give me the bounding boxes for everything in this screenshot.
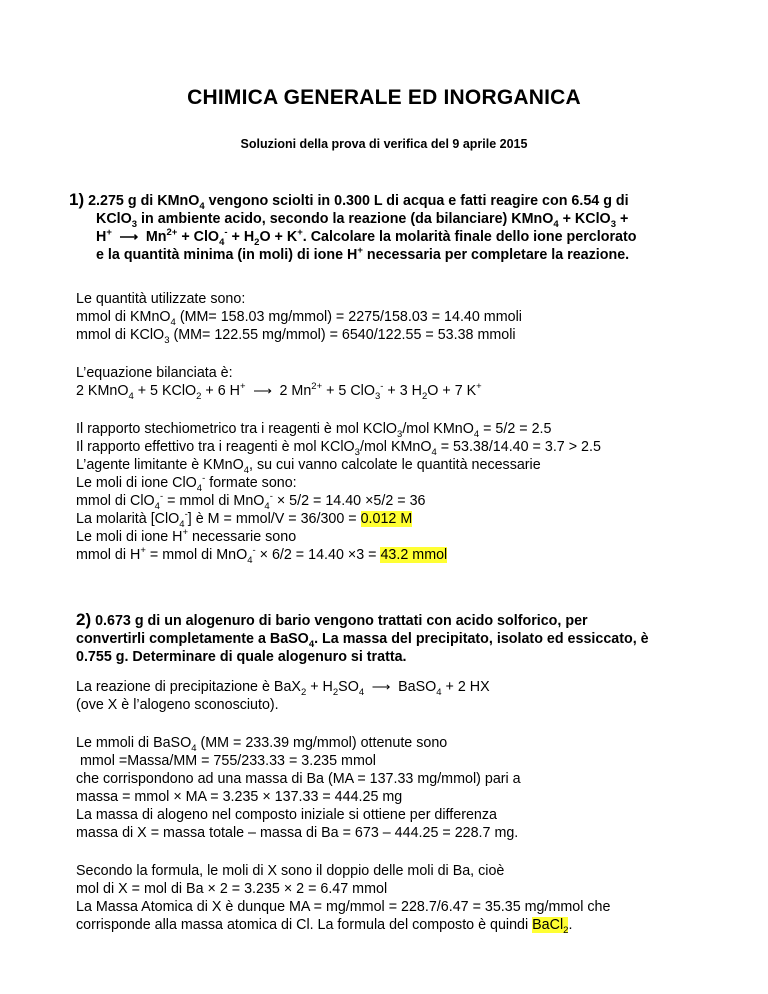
text-line: Le quantità utilizzate sono:	[76, 291, 246, 307]
text-line: mmol di KClO$_3$ (MM= 122.55 mg/mmol) = 6540/122.55 = 53.38 mmoli	[76, 327, 516, 346]
page-subtitle: Soluzioni della prova di verifica del 9 aprile 2015	[240, 137, 528, 151]
page-title: CHIMICA GENERALE ED INORGANICA	[187, 86, 581, 109]
text-line: Secondo la formula, le moli di X sono il doppio delle moli di Ba, cioè	[76, 863, 505, 879]
text-line: mmol di ClO$_4$- = mmol di MnO$_4$- × 5/2 = 14.40 ×5/2 = 36	[76, 491, 426, 512]
problem-1-statement: 1) 2.275 g di KMnO$_4$ vengono sciolti in 0.300 L di acqua e fatti reagire con 6.54 g di KClO$_3$ in ambiente acido, secondo la reazione (da bilanciare) KMnO$_4$ + KClO$_3$ + H+ ⟶ $Mn^{2+} + ClO_4^- + H_2O + K^+$. Calcolare la molarità finale dello ione perclorato e la quantità minima (in moli) di ione H+ necessaria per completare la reazione.	[69, 190, 637, 263]
reaction-line: La reazione di precipitazione è $BaX_2 + H_2SO_4$ ⟶ BaSO$_4$ + 2 HX	[76, 679, 490, 698]
text-line: mol di X = mol di Ba × 2 = 3.235 × 2 = 6.47 mmol	[76, 881, 388, 897]
text-line: L’equazione bilanciata è:	[76, 365, 233, 381]
text-line: corrisponde alla massa atomica di Cl. La formula del composto è quindi BaCl$_2$.	[76, 917, 573, 936]
problem-2-number: 2)	[76, 610, 92, 629]
reaction-arrow-icon: ⟶	[253, 383, 272, 398]
text-line: mmol =Massa/MM = 755/233.33 = 3.235 mmol	[76, 753, 376, 769]
text-line: che corrispondono ad una massa di Ba (MA = 137.33 mg/mmol) pari a	[76, 771, 521, 787]
problem-2-statement: 2) 0.673 g di un alogenuro di bario vengono trattati con acido solforico, per convertirli completamente a BaSO$_4$. La massa del precipitato, isolato ed essiccato, è 0.755 g. Determinare di quale alogenuro si tratta.	[76, 610, 649, 665]
text-line: Le mmoli di BaSO$_4$ (MM = 233.39 mg/mmol) ottenute sono	[76, 735, 448, 754]
text-line: Il rapporto stechiometrico tra i reagenti è mol KClO$_3$/mol KMnO$_4$ = 5/2 = 2.5	[76, 421, 552, 440]
problem-1-number: 1)	[69, 190, 85, 209]
text-line: mmol di KMnO$_4$ (MM= 158.03 mg/mmol) = 2275/158.03 = 14.40 mmoli	[76, 309, 522, 328]
text-line: (ove X è l’alogeno sconosciuto).	[76, 697, 279, 713]
text-line: La massa di alogeno nel composto iniziale si ottiene per differenza	[76, 807, 497, 823]
text-line: La Massa Atomica di X è dunque MA = mg/mmol = 228.7/6.47 = 35.35 mg/mmol che	[76, 899, 611, 915]
reaction-arrow-icon: ⟶	[119, 229, 139, 244]
reaction-arrow-icon: ⟶	[371, 679, 391, 694]
text-line: mmol di H+ = mmol di MnO$_4$- × 6/2 = 14.40 ×3 = 43.2 mmol	[76, 545, 448, 566]
balanced-equation: 2 KMnO$_4$ + 5 KClO$_2$ + 6 H+ ⟶ 2 $Mn^{2+} + 5$ ClO$_3$- + 3 $H_2O + 7$ K+	[76, 381, 482, 402]
text-line: L’agente limitante è KMnO$_4$, su cui vanno calcolate le quantità necessarie	[76, 457, 541, 476]
answer-highlight: 43.2 mmol	[380, 547, 448, 563]
text-line: Le moli di ione ClO$_4$- formate sono:	[76, 473, 297, 494]
text-line: La molarità [ClO$_4$-] è M = mmol/V = 36/300 = 0.012 M	[76, 509, 413, 530]
text-line: massa di X = massa totale – massa di Ba = 673 – 444.25 = 228.7 mg.	[76, 825, 519, 841]
text-line: Il rapporto effettivo tra i reagenti è mol KClO$_3$/mol KMnO$_4$ = 53.38/14.40 = 3.7 > 2.5	[76, 439, 601, 458]
answer-highlight: BaCl$_2$	[532, 917, 569, 936]
text-line: massa = mmol × MA = 3.235 × 137.33 = 444.25 mg	[76, 789, 403, 805]
answer-highlight: 0.012 M	[360, 511, 413, 527]
text-line: Le moli di ione H+ necessarie sono	[76, 527, 297, 545]
